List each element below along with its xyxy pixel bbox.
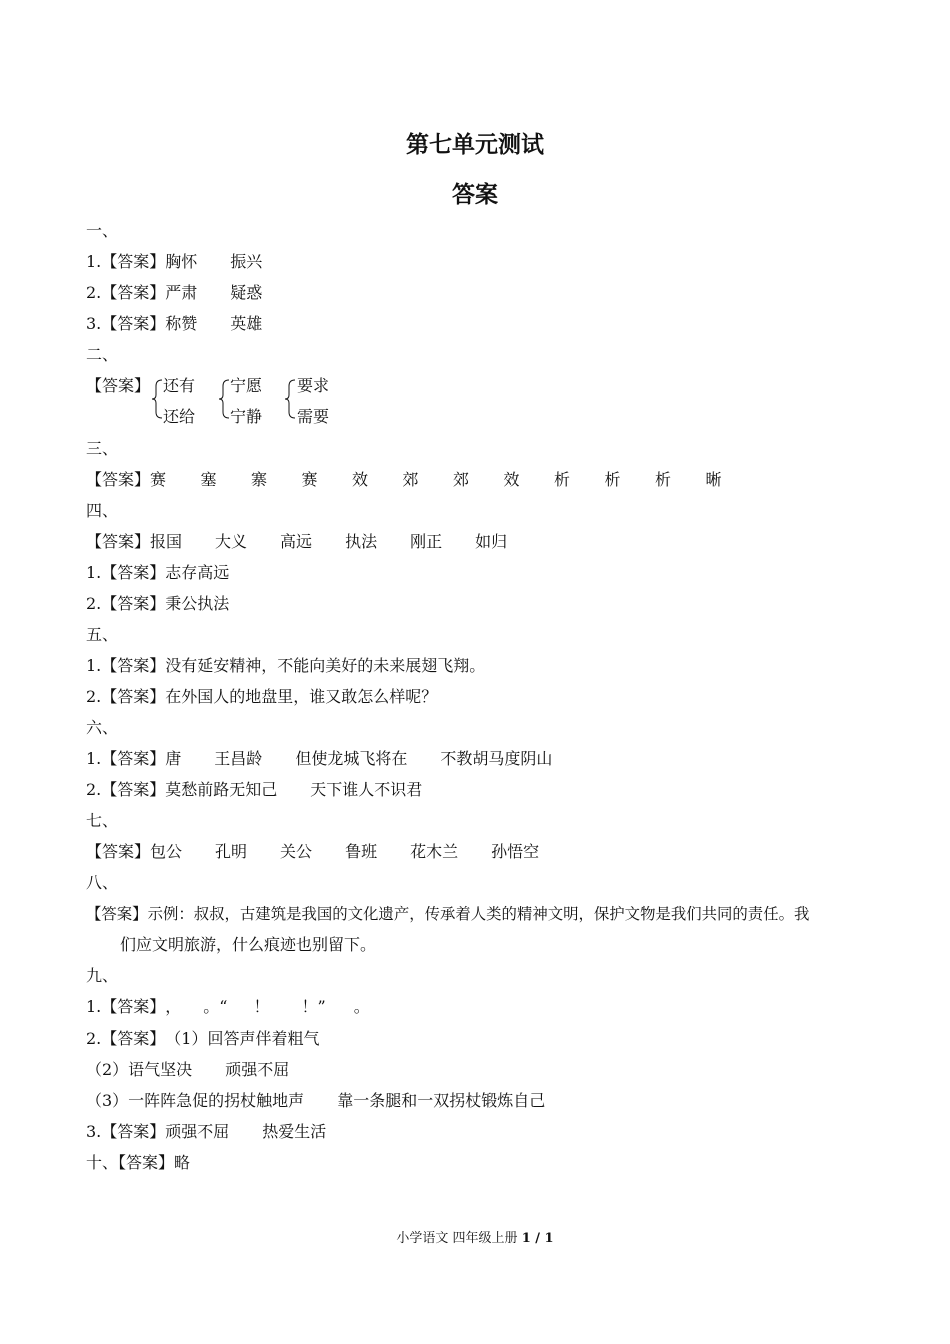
answer-char: 晰 (705, 470, 722, 489)
answer-char: 郊 (453, 470, 470, 489)
brace-word: 要求 (297, 376, 330, 395)
answer-label: 【答案】 (86, 470, 151, 489)
answer-word: 大义 (215, 532, 248, 551)
answer-word: 称赞 (165, 314, 198, 333)
answer-char: 析 (604, 470, 621, 489)
section-3-heading: 三、 (86, 439, 119, 458)
answer-text: 靠一条腿和一双拐杖锻炼自己 (337, 1091, 546, 1110)
brace-word: 还给 (163, 407, 196, 426)
answer-word: 包公 (150, 842, 183, 861)
answer-label: 【答案】 (86, 376, 151, 395)
answer-line (86, 1091, 545, 1111)
answer-word: 振兴 (230, 252, 263, 271)
answer-line: 2.【答案】秉公执法 (86, 594, 230, 613)
answer-line: 2.【答案】在外国人的地盘里，谁又敢怎么样呢？ (86, 687, 438, 706)
answer-line (86, 1122, 326, 1142)
answer-line (86, 1060, 289, 1080)
answer-label: 1.【答案】 (86, 252, 166, 271)
section-10-answer: 十、【答案】略 (86, 1153, 191, 1172)
brace-word: 宁静 (230, 407, 263, 426)
answer-label: 【答案】 (86, 842, 151, 861)
answer-word: 天下谁人不识君 (310, 780, 423, 799)
answer-line (86, 252, 262, 272)
answer-line (86, 997, 370, 1017)
answer-char: 赛 (301, 470, 318, 489)
section-9-heading: 九、 (86, 966, 119, 985)
answer-word: 胸怀 (165, 252, 198, 271)
answer-word: 不教胡马度阴山 (440, 749, 553, 768)
answer-word: 如归 (475, 532, 508, 551)
section-2-heading: 二、 (86, 345, 119, 364)
footer-text: 小学语文 四年级上册 (396, 1231, 518, 1246)
punctuation: 。“ (203, 997, 228, 1016)
answer-label: 3.【答案】 (86, 1122, 166, 1141)
section-4-heading: 四、 (86, 501, 119, 520)
section-6-heading: 六、 (86, 718, 119, 737)
answer-label: 1.【答案】 (86, 997, 166, 1016)
answer-word: 顽强不屈 (165, 1122, 230, 1141)
answer-text: （2）语气坚决 (86, 1060, 193, 1079)
section-5-heading: 五、 (86, 625, 119, 644)
answer-line (86, 470, 756, 490)
answer-word: 高远 (280, 532, 313, 551)
answer-line (86, 314, 262, 334)
answer-line-continued: 们应文明旅游，什么痕迹也别留下。 (120, 935, 377, 954)
answer-word: 英雄 (230, 314, 263, 333)
answer-word: 唐 (165, 749, 182, 768)
answer-word: 热爱生活 (262, 1122, 327, 1141)
page-footer (0, 1227, 950, 1246)
answer-line (86, 842, 539, 862)
brace-word: 宁愿 (230, 376, 263, 395)
answer-char: 塞 (200, 470, 217, 489)
answer-line (86, 283, 262, 303)
answer-word: 但使龙城飞将在 (295, 749, 408, 768)
answer-line: 1.【答案】没有延安精神，不能向美好的未来展翅飞翔。 (86, 656, 486, 675)
answer-word: 疑惑 (230, 283, 263, 302)
answer-word: 莫愁前路无知己 (165, 780, 278, 799)
answer-text: （1）回答声伴着粗气 (165, 1029, 320, 1048)
brace-word: 还有 (163, 376, 196, 395)
answer-char: 赛 (150, 470, 167, 489)
answer-text: 顽强不屈 (225, 1060, 290, 1079)
answer-label: 2.【答案】 (86, 1029, 166, 1048)
answer-word: 报国 (150, 532, 183, 551)
brace-group-3 (284, 378, 296, 420)
answer-line: 1.【答案】志存高远 (86, 563, 230, 582)
answer-char: 析 (655, 470, 672, 489)
punctuation: ， (165, 997, 182, 1016)
answer-char: 析 (554, 470, 571, 489)
answer-word: 执法 (345, 532, 378, 551)
answer-line (86, 749, 552, 769)
answer-word: 鲁班 (345, 842, 378, 861)
brace-group-2 (218, 378, 230, 420)
section-1-heading: 一、 (86, 221, 119, 240)
answer-label: 2.【答案】 (86, 780, 166, 799)
answer-word: 孙悟空 (491, 842, 540, 861)
answer-label: 【答案】 (86, 532, 151, 551)
answer-label: 3.【答案】 (86, 314, 166, 333)
answer-char: 寨 (251, 470, 268, 489)
answer-char: 效 (503, 470, 520, 489)
answer-text: （3）一阵阵急促的拐杖触地声 (86, 1091, 305, 1110)
page-number: 1 / 1 (521, 1231, 554, 1246)
answer-line (86, 780, 422, 800)
answer-word: 严肃 (165, 283, 198, 302)
section-7-heading: 七、 (86, 811, 119, 830)
answer-line (86, 532, 507, 552)
answer-char: 效 (352, 470, 369, 489)
answer-label: 2.【答案】 (86, 283, 166, 302)
answer-word: 王昌龄 (214, 749, 263, 768)
answer-word: 关公 (280, 842, 313, 861)
answer-char: 郊 (402, 470, 419, 489)
answer-line (86, 1029, 319, 1049)
section-8-heading: 八、 (86, 873, 119, 892)
punctuation: 。 (353, 997, 370, 1016)
answer-label: 1.【答案】 (86, 749, 166, 768)
answer-line: 【答案】示例：叔叔，古建筑是我国的文化遗产，传承着人类的精神文明，保护文物是我们共同的责任。我 (86, 905, 810, 923)
answer-word: 孔明 (215, 842, 248, 861)
page-title: 第七单元测试 (406, 132, 544, 158)
brace-group-1 (151, 378, 163, 420)
brace-word: 需要 (297, 407, 330, 426)
answer-word: 花木兰 (410, 842, 459, 861)
answer-word: 刚正 (410, 532, 443, 551)
punctuation: ！ (253, 997, 270, 1016)
page-subtitle: 答案 (452, 182, 498, 208)
punctuation: ！” (301, 997, 326, 1016)
